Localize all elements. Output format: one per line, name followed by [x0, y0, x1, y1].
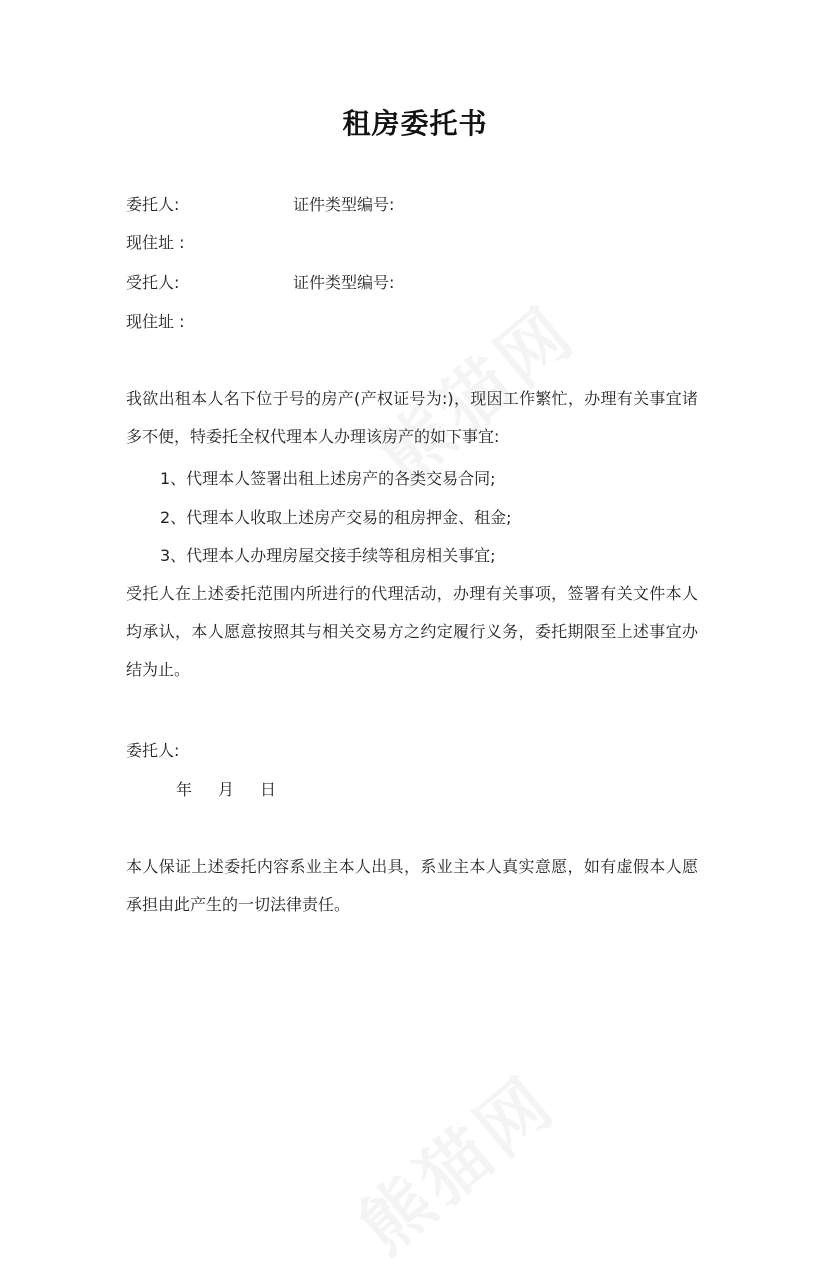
intro-paragraph: 我欲出租本人名下位于号的房产(产权证号为:)，现因工作繁忙，办理有关事宜诸多不便，特委托全权代理本人办理该房产的如下事宜:	[126, 389, 698, 446]
signature-principal-label: 委托人:	[126, 741, 180, 760]
principal-label: 委托人:	[126, 195, 180, 214]
list-item: 1、代理本人签署出租上述房产的各类交易合同;	[160, 469, 496, 488]
signature-day: 日	[260, 780, 277, 799]
watermark-bottom	[334, 1049, 574, 1272]
list-item: 2、代理本人收取上述房产交易的租房押金、租金;	[160, 508, 512, 527]
agent-id-label: 证件类型编号:	[293, 273, 395, 292]
signature-year: 年	[176, 780, 193, 799]
signature-month: 月	[218, 780, 235, 799]
principal-id-label: 证件类型编号:	[293, 195, 395, 214]
list-item: 3、代理本人办理房屋交接手续等租房相关事宜;	[160, 546, 496, 565]
scope-paragraph: 受托人在上述委托范围内所进行的代理活动，办理有关事项，签署有关文件本人均承认，本人愿意按照其与相关交易方之约定履行义务，委托期限至上述事宜办结为止。	[126, 584, 698, 679]
principal-address-label: 现住址 :	[126, 233, 185, 252]
declaration-paragraph: 本人保证上述委托内容系业主本人出具，系业主本人真实意愿，如有虚假本人愿承担由此产生的一切法律责任。	[126, 857, 698, 914]
document-title: 租房委托书	[342, 107, 488, 140]
agent-address-label: 现住址 :	[126, 312, 185, 331]
agent-label: 受托人:	[126, 273, 180, 292]
